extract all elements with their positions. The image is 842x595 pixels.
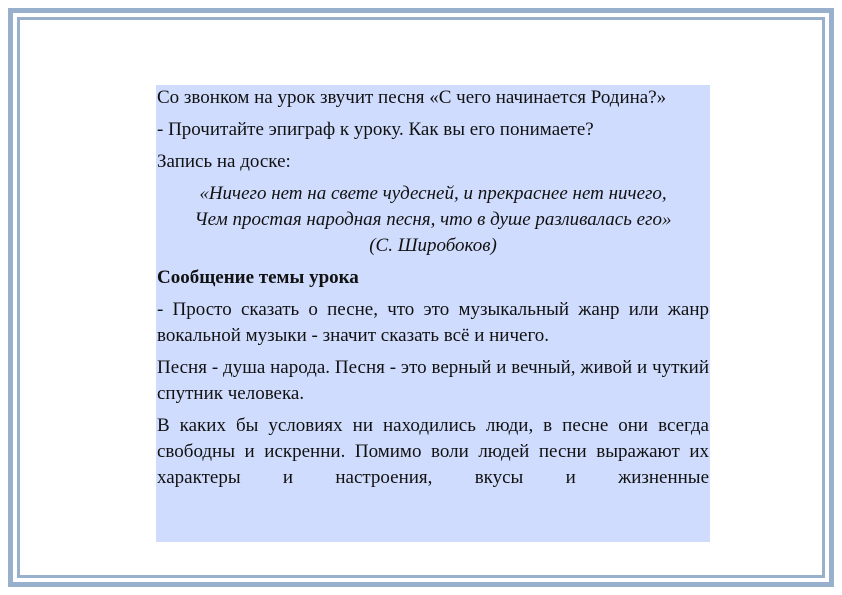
paragraph-song-soul: Песня - душа народа. Песня - это верный и вечный, живой и чуткий спутник человека. (157, 357, 709, 404)
quote-line-2: Чем простая народная песня, что в душе разливалась его» (194, 209, 672, 230)
epigraph-quote (156, 181, 710, 259)
slide-text-block (156, 85, 710, 542)
section-heading: Сообщение темы урока (157, 267, 359, 288)
paragraph-intro-song: Со звонком на урок звучит песня «С чего начинается Родина?» (157, 87, 667, 108)
paragraph-song-freedom: В каких бы условиях ни находились люди, в песне они всегда свободны и искренни. Помимо воли людей песни выражают их характеры и настроения, вкусы и жизненные (157, 415, 709, 488)
paragraph-epigraph-question: - Прочитайте эпиграф к уроку. Как вы его понимаете? (157, 119, 594, 140)
paragraph-song-genre: - Просто сказать о песне, что это музыкальный жанр или жанр вокальной музыки - значит сказать всё и ничего. (157, 299, 709, 346)
paragraph-board-note: Запись на доске: (157, 151, 291, 172)
quote-line-1: «Ничего нет на свете чудесней, и прекраснее нет ничего, (199, 183, 667, 204)
quote-author: (С. Широбоков) (369, 235, 497, 256)
